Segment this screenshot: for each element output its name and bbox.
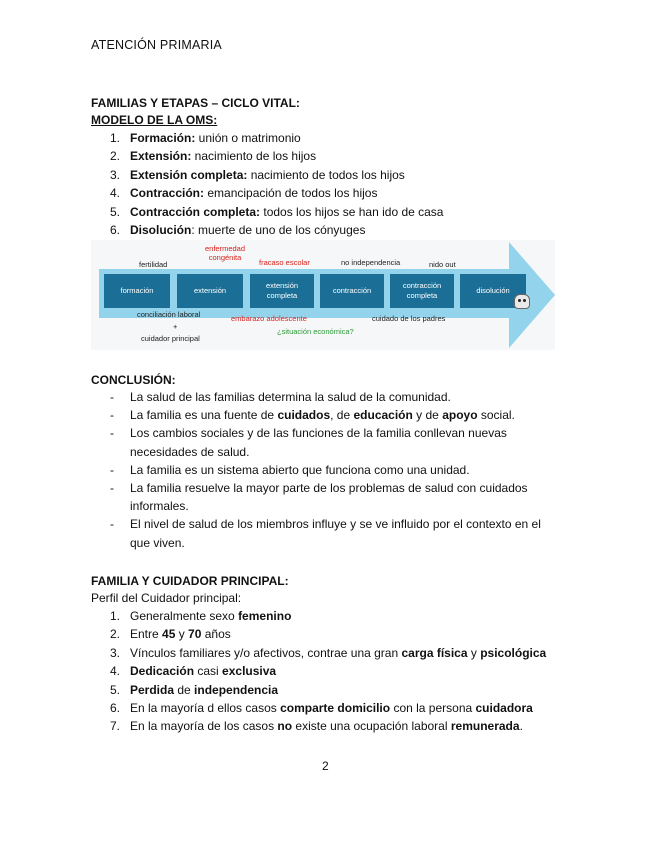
text: La familia resuelve la mayor parte de los problemas de salud con cuidados informales. [130,481,528,514]
text: La salud de las familias determina la salud de la comunidad. [130,390,451,404]
bold-text: 45 [162,627,176,642]
stage-extension: extensión [177,274,243,308]
list-item: 2. Extensión: nacimiento de los hijos [110,149,317,164]
text: Entre [130,627,163,642]
label-conciliacion-laboral: conciliación laboral [137,310,201,319]
label-embarazo-adolescente: embarazo adolescente [231,314,307,323]
list-item: - La familia resuelve la mayor parte de los problemas de salud con cuidados informales. [110,481,528,514]
bold-text: Perdida [130,682,175,697]
text: . [519,719,523,734]
list-item: 3. Extensión completa: nacimiento de todos los hijos [110,167,405,182]
label-nido-out: nido out [429,260,456,269]
label-cuidado-padres: cuidado de los padres [372,314,446,323]
text: de [174,682,195,697]
profile-intro: Perfil del Cuidador principal: [91,591,242,605]
label-plus: + [173,322,178,331]
text: En la mayoría d ellos casos [130,700,281,715]
bold-text: no [277,719,293,734]
bold-text: femenino [238,609,292,623]
conclusion-title: CONCLUSIÓN: [91,373,176,387]
list-item: 5. Contracción completa: todos los hijos se han ido de casa [110,204,444,219]
bold-text: educación [353,408,413,423]
bold-text: cuidadora [475,700,533,715]
text: Generalmente sexo [130,609,239,623]
text: años [201,627,231,642]
stage-disolucion: disolución [460,274,526,308]
bold-text: exclusiva [222,664,277,679]
list-item: 3. Vínculos familiares y/o afectivos, contrae una gran carga física y psicológica [110,645,547,660]
text: y [467,645,481,660]
text: El nivel de salud de los miembros influye y se ve influido por el contexto en el que viven. [130,517,541,550]
stage-formacion: formación [104,274,170,308]
bold-text: 70 [188,627,202,642]
list-item: 4. Dedicación casi exclusiva [110,664,277,679]
text: y de [412,408,443,423]
bold-text: apoyo [442,408,478,423]
text: con la persona [390,700,476,715]
text: La familia es una fuente de [130,408,278,423]
label-situacion-economica: ¿situación económica? [277,327,354,336]
section-title-families: FAMILIAS Y ETAPAS – CICLO VITAL: [91,96,300,110]
text: , de [330,408,354,423]
text: y [175,627,189,642]
text: Vínculos familiares y/o afectivos, contrae una gran [130,645,402,660]
bold-text: cuidados [277,408,331,423]
list-item: 1. Formación: unión o matrimonio [110,131,301,145]
label-cuidador-principal: cuidador principal [141,334,200,343]
list-item: 6. En la mayoría d ellos casos comparte domicilio con la persona cuidadora [110,700,533,715]
text: En la mayoría de los casos [130,719,278,734]
bold-text: remunerada [450,719,520,734]
list-item: 7. En la mayoría de los casos no existe una ocupación laboral remunerada. [110,719,523,734]
list-item: - Los cambios sociales y de las funciones de la familia conllevan nuevas necesidades de salud. [110,426,507,459]
label-fertilidad: fertilidad [139,260,168,269]
list-item: - El nivel de salud de los miembros influye y se ve influido por el contexto en el que viven. [110,517,541,550]
oms-stages-list [110,129,550,239]
list-item: 1. Generalmente sexo femenino [110,609,292,623]
label-fracaso-escolar: fracaso escolar [259,258,310,267]
list-item: - La familia es una fuente de cuidados, de educación y de apoyo social. [110,408,515,423]
page-number: 2 [322,759,329,773]
conclusion-list [110,388,560,552]
text: existe una ocupación laboral [292,719,451,734]
text: Los cambios sociales y de las funciones de la familia conllevan nuevas necesidades de salud. [130,426,507,459]
life-cycle-diagram [91,240,555,350]
label-enfermedad-congenita: enfermedad congénita [204,244,246,262]
label-no-independencia: no independencia [341,258,401,267]
bold-text: Dedicación [130,664,195,679]
list-item: 4. Contracción: emancipación de todos los hijos [110,186,378,201]
bold-text: psicológica [480,645,547,660]
list-item: 5. Perdida de independencia [110,682,279,697]
list-item: 6. Disolución: muerte de uno de los cónyuges [110,222,366,237]
text: social. [477,408,515,423]
stage-contraccion-completa: contracción completa [390,274,454,308]
text: La familia es un sistema abierto que funciona como una unidad. [130,462,470,477]
text: casi [194,664,223,679]
bold-text: carga física [401,645,468,660]
list-item: - La familia es un sistema abierto que funciona como una unidad. [110,462,470,477]
list-item: - La salud de las familias determina la salud de la comunidad. [110,390,451,404]
stage-extension-completa: extensión completa [250,274,314,308]
profile-title: FAMILIA Y CUIDADOR PRINCIPAL: [91,574,289,588]
page-header: ATENCIÓN PRIMARIA [91,38,222,52]
skull-icon [514,294,530,309]
bold-text: independencia [194,682,279,697]
list-item: 2. Entre 45 y 70 años [110,627,231,642]
caregiver-profile-list [110,607,560,736]
section-subtitle-oms: MODELO DE LA OMS: [91,113,218,127]
stage-contraccion: contracción [320,274,384,308]
bold-text: comparte domicilio [280,700,391,715]
